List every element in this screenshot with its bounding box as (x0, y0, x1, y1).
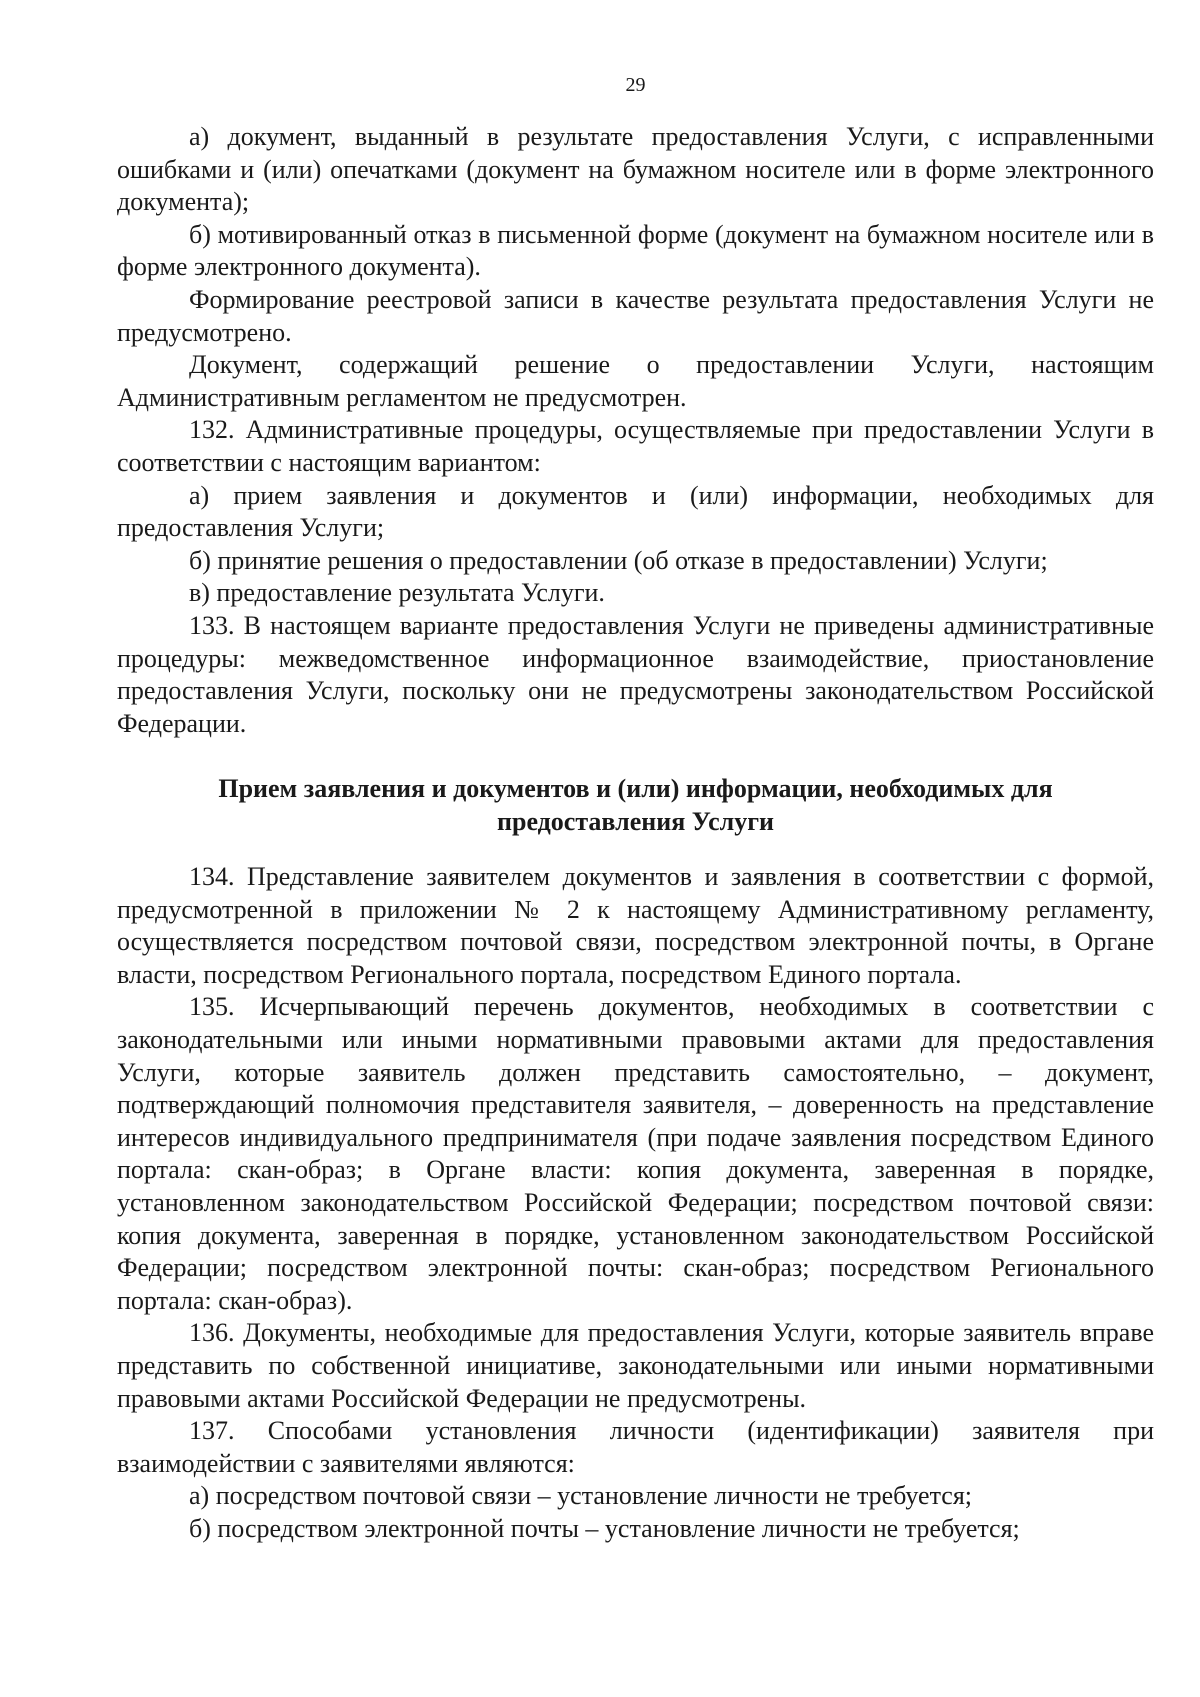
page-number: 29 (625, 74, 646, 96)
text-block-after-heading (117, 861, 1154, 1545)
text-block-before-heading (117, 121, 1154, 740)
paragraph-registry-record: Формирование реестровой записи в качестве результата предоставления Услуги не предусмотрено. (117, 284, 1154, 347)
paragraph-132: 132. Административные процедуры, осуществляемые при предоставлении Услуги в соответствии с настоящим вариантом: (117, 415, 1154, 477)
paragraph-decision-document: Документ, содержащий решение о предоставлении Услуги, настоящим Административным регламентом не предусмотрен. (117, 350, 1154, 412)
section-heading-line-2: предоставления Услуги (497, 806, 774, 836)
paragraph-132-a: а) прием заявления и документов и (или) информации, необходимых для предоставления Услуги; (117, 480, 1154, 543)
paragraph-137: 137. Способами установления личности (идентификации) заявителя при взаимодействии с заявителями являются: (117, 1416, 1154, 1478)
paragraph-134: 134. Представление заявителем документов и заявления в соответствии с формой, предусмотренной в приложении № 2 к настоящему Административному регламенту, осуществляется посредством почтовой связи, посредством электронной почты, в Органе власти, посредством Регионального портала, посредством Единого портала. (117, 862, 1154, 989)
paragraph-132-c: в) предоставление результата Услуги. (189, 578, 605, 608)
paragraph-136: 136. Документы, необходимые для предоставления Услуги, которые заявитель вправе представить по собственной инициативе, законодательными или иными нормативными правовыми актами Российской Федерации не предусмотрены. (117, 1318, 1154, 1413)
paragraph-137-a: а) посредством почтовой связи – установление личности не требуется; (189, 1481, 972, 1511)
section-heading-line-1: Прием заявления и документов и (или) информации, необходимых для (218, 774, 1053, 803)
paragraph-135: 135. Исчерпывающий перечень документов, необходимых в соответствии с законодательными или иными нормативными правовыми актами для предоставления Услуги, которые заявитель должен представить самостоятельно, – документ, подтверждающий полномочия представителя заявителя, – доверенность на представление интересов индивидуального предпринимателя (при подаче заявления посредством Единого портала: скан-образ; в Органе власти: копия документа, заверенная в порядке, установленном законодательством Российской Федерации; посредством почтовой связи: копия документа, заверенная в порядке, установленном законодательством Российской Федерации; посредством электронной почты: скан-образ; посредством Регионального портала: скан-образ). (117, 992, 1154, 1315)
paragraph-result-a: а) документ, выданный в результате предоставления Услуги, с исправленными ошибками и (или) опечатками (документ на бумажном носителе или в форме электронного документа); (117, 122, 1154, 217)
section-heading (117, 773, 1154, 838)
paragraph-132-b: б) принятие решения о предоставлении (об отказе в предоставлении) Услуги; (189, 545, 1048, 575)
paragraph-133: 133. В настоящем варианте предоставления Услуги не приведены административные процедуры: межведомственное информационное взаимодействие, приостановление предоставления Услуги, поскольку они не предусмотрены законодательством Российской Федерации. (117, 610, 1154, 738)
paragraph-result-b: б) мотивированный отказ в письменной форме (документ на бумажном носителе или в форме электронного документа). (117, 219, 1154, 282)
paragraph-137-b: б) посредством электронной почты – установление личности не требуется; (189, 1513, 1020, 1543)
